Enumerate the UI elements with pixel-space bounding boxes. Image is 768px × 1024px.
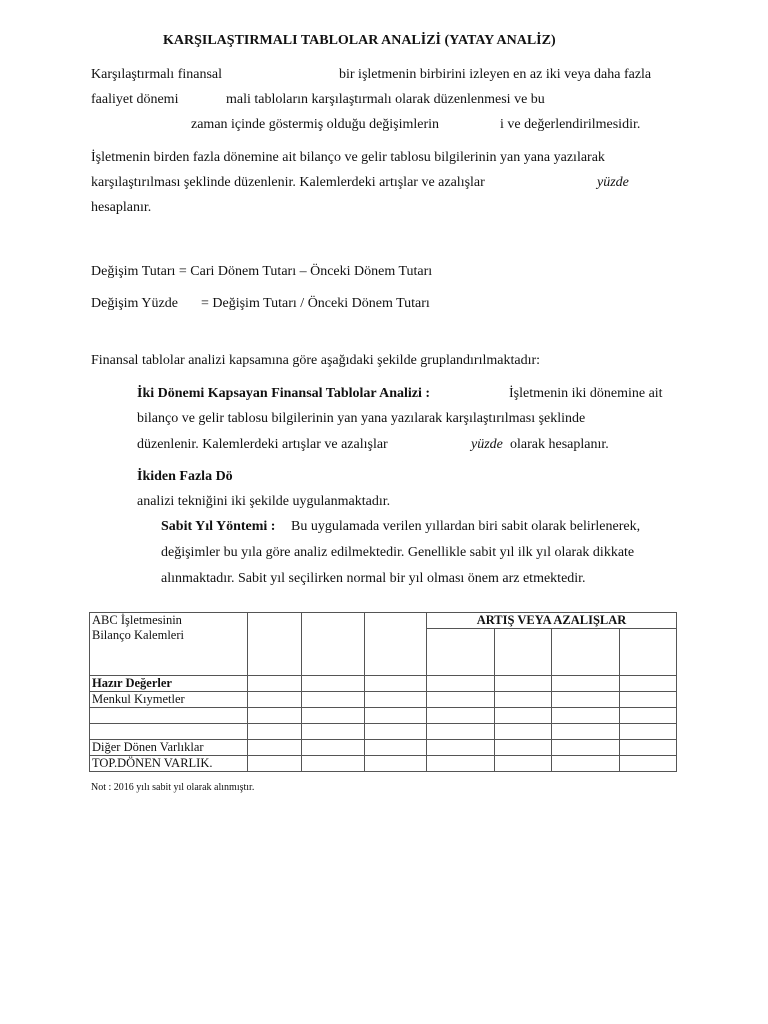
section1-line2: bilanço ve gelir tablosu bilgilerinin yan yana yazılarak karşılaştırılması şeklinde [137,411,586,426]
artis-azalis-header: ARTIŞ VEYA AZALIŞLAR [427,613,677,629]
section1-heading: İki Dönemi Kapsayan Finansal Tablolar Analizi : [137,386,431,401]
table-row-label: Menkul Kıymetler [90,692,248,708]
period-col-2 [302,613,365,676]
grouping-intro: Finansal tablolar analizi kapsamına göre aşağıdaki şekilde gruplandırılmaktadır: [91,353,541,368]
section3-line3: alınmaktadır. Sabit yıl seçilirken normal bir yıl olması önem arz etmektedir. [161,571,586,586]
table-row-label [90,708,248,724]
intro-line3-b: i ve değerlendirilmesidir. [500,117,641,132]
table-note: Not : 2016 yılı sabit yıl olarak alınmıştır. [91,782,255,793]
table-row-label: Diğer Dönen Varlıklar [90,740,248,756]
section2-line2: analizi tekniğini iki şekilde uygulanmaktadır. [137,494,391,509]
period-col-3 [365,613,427,676]
section1-line3-a: düzenlenir. Kalemlerdeki artışlar ve azalışlar [137,437,388,452]
change-col-3 [552,629,620,676]
para2-line2-italic: yüzde [597,175,629,190]
section3-line1-rest: Bu uygulamada verilen yıllardan biri sabit olarak belirlenerek, [291,519,641,534]
intro-line1-a: Karşılaştırmalı finansal [91,67,223,82]
formula-change-percent: = Değişim Tutarı / Önceki Dönem Tutarı [201,296,430,311]
intro-line2-b: mali tabloların karşılaştırmalı olarak düzenlenmesi ve bu [226,92,545,107]
table-header-label [90,613,248,676]
formula-change-percent-label: Değişim Yüzde [91,296,178,311]
table-header-line1: ABC İşletmesinin [92,613,182,627]
table-row-label [90,724,248,740]
formula-change-amount: Değişim Tutarı = Cari Dönem Tutarı – Önceki Dönem Tutarı [91,264,433,279]
balance-sheet-table [89,612,677,772]
para2-line3: hesaplanır. [91,200,152,215]
section1-line1-rest: İşletmenin iki dönemine ait [509,386,663,401]
page-title: KARŞILAŞTIRMALI TABLOLAR ANALİZİ (YATAY ANALİZ) [163,33,556,48]
section2-heading: İkiden Fazla Dö [137,469,233,484]
change-col-1 [427,629,495,676]
para2-line2-a: karşılaştırılması şeklinde düzenlenir. Kalemlerdeki artışlar ve azalışlar [91,175,485,190]
section3-heading: Sabit Yıl Yöntemi : [161,519,276,534]
intro-line2-a: faaliyet dönemi [91,92,179,107]
para2-line1: İşletmenin birden fazla dönemine ait bilanço ve gelir tablosu bilgilerinin yan yana yazılarak [91,150,605,165]
period-col-1 [248,613,302,676]
table-row-label: Hazır Değerler [90,676,248,692]
intro-line1-b: bir işletmenin birbirini izleyen en az iki veya daha fazla [339,67,652,82]
table-header-line2: Bilanço Kalemleri [92,628,184,642]
intro-line3-a: zaman içinde göstermiş olduğu değişimlerin [191,117,440,132]
change-col-4 [620,629,677,676]
section1-line3-c: olarak hesaplanır. [510,437,609,452]
change-col-2 [495,629,552,676]
section1-line3-italic: yüzde [471,437,503,452]
section3-line2: değişimler bu yıla göre analiz edilmektedir. Genellikle sabit yıl ilk yıl olarak dikkate [161,545,635,560]
table-row-label: TOP.DÖNEN VARLIK. [90,756,248,772]
